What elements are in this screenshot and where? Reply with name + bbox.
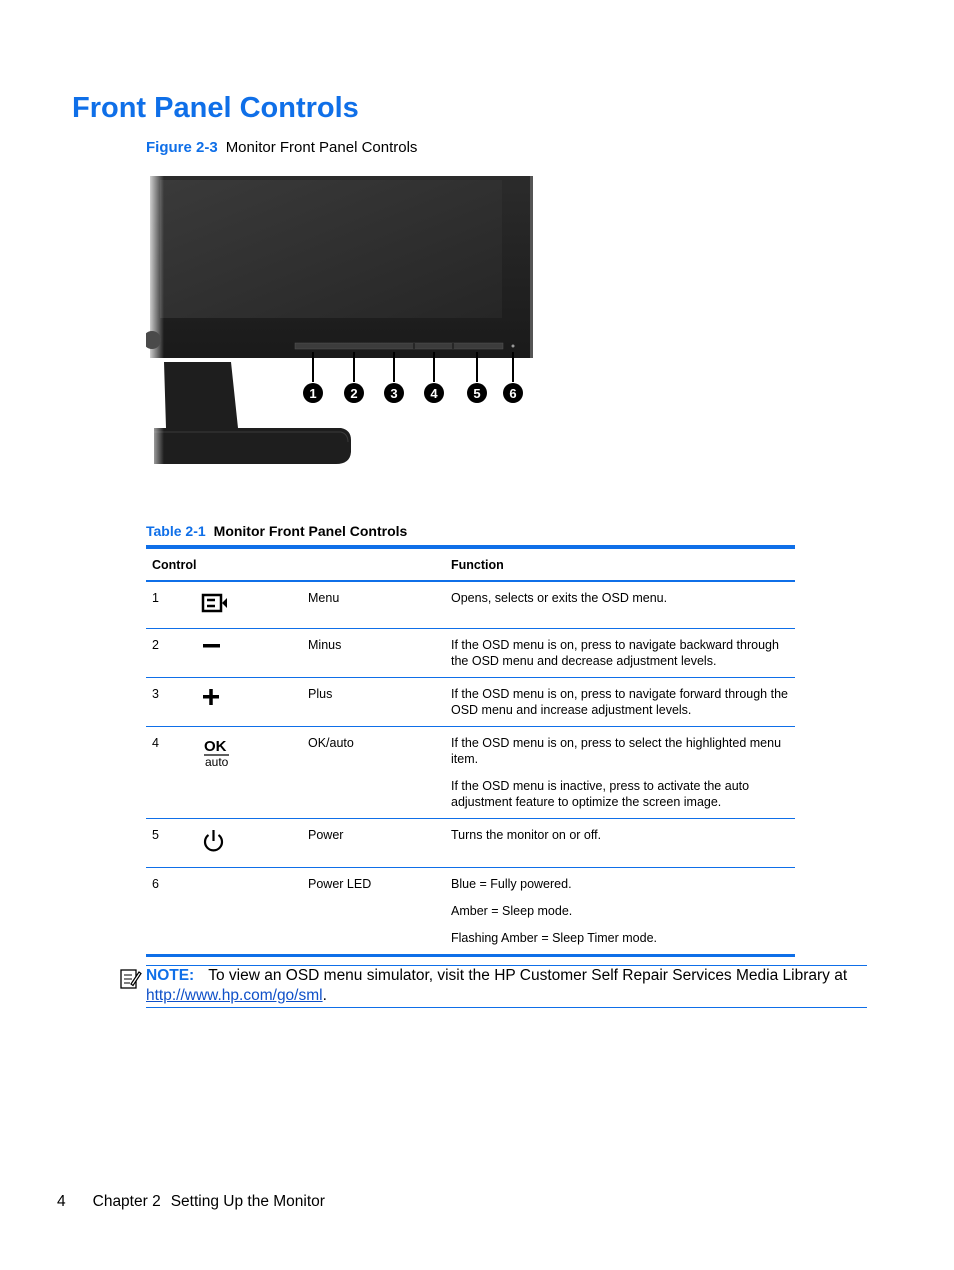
figure-caption [146,139,417,157]
row-control-name: OK/auto [302,727,445,819]
row-control-name: Power LED [308,877,372,891]
callout-label-2: 2 [350,386,358,401]
svg-text:OK: OK [204,738,227,755]
row-number: 5 [146,819,194,868]
row-function: If the OSD menu is on, press to navigate backward through the OSD menu and decrease adjustment levels. [445,629,795,678]
sml-link[interactable]: http://www.hp.com/go/sml [146,987,323,1004]
row-control-name: Power [302,819,445,868]
row-function: If the OSD menu is on, press to select the highlighted menu item. If the OSD menu is inactive, press to activate the auto adjustment feature to optimize the screen image. [445,727,795,819]
power-led [512,345,515,348]
table-caption-text: Monitor Front Panel Controls [213,523,408,539]
button-strip [295,343,503,349]
callout-label-6: 6 [509,386,517,401]
plus-icon [200,686,230,710]
note-text: To view an OSD menu simulator, visit the HP Customer Self Repair Services Media Library at [208,967,848,984]
header-function: Function [445,547,795,581]
row-number: 1 [146,581,194,629]
table-row [146,819,795,868]
controls-table [146,545,795,957]
figure-caption-text: Monitor Front Panel Controls [225,139,418,156]
table-row [146,678,795,727]
table-number: Table 2-1 [146,523,206,539]
callout-label-4: 4 [430,386,438,401]
page-title: Front Panel Controls [72,92,359,124]
row-function: Blue = Fully powered. Amber = Sleep mode. Flashing Amber = Sleep Timer mode. [451,877,657,945]
row-number: 2 [146,629,194,678]
callout-label-5: 5 [473,386,481,401]
monitor-screen [160,180,502,318]
figure-number: Figure 2-3 [146,139,218,156]
page-footer [57,1192,325,1212]
minus-icon [200,637,230,659]
header-control: Control [146,547,445,581]
note-end: . [322,987,327,1004]
callout-label-1: 1 [309,386,317,401]
row-icon-cell [194,581,302,629]
power-icon [200,827,230,855]
row-icon-cell [194,678,302,727]
row-icon-cell [194,819,302,868]
row-icon-cell [194,629,302,678]
chapter-label: Chapter 2 [92,1193,161,1210]
page-number: 4 [57,1193,66,1210]
table-header-row [146,547,795,581]
row-icon-cell [194,868,302,956]
table-row [146,581,795,629]
svg-text:auto: auto [205,755,229,769]
table-row [146,727,795,819]
note-label: NOTE: [146,967,195,984]
row-control-name: Minus [302,629,445,678]
row-function: If the OSD menu is on, press to navigate forward through the OSD menu and increase adjustment levels. [445,678,795,727]
monitor-stand [154,362,351,464]
chapter-title: Setting Up the Monitor [170,1193,325,1210]
table-row [146,629,795,678]
row-icon-cell [194,727,302,819]
ok-auto-icon [200,735,236,771]
row-number: 4 [146,727,194,819]
menu-icon [200,590,230,616]
table-caption [146,523,407,540]
row-function: Turns the monitor on or off. [445,819,795,868]
row-function: Opens, selects or exits the OSD menu. [445,581,795,629]
row-number: 3 [146,678,194,727]
callout-label-3: 3 [390,386,398,401]
monitor-front-figure [146,170,546,470]
note-box [146,965,867,1008]
table-row [146,868,795,956]
row-control-name: Plus [302,678,445,727]
note-icon [119,967,143,991]
row-control-name: Menu [302,581,445,629]
row-number: 6 [152,877,159,891]
